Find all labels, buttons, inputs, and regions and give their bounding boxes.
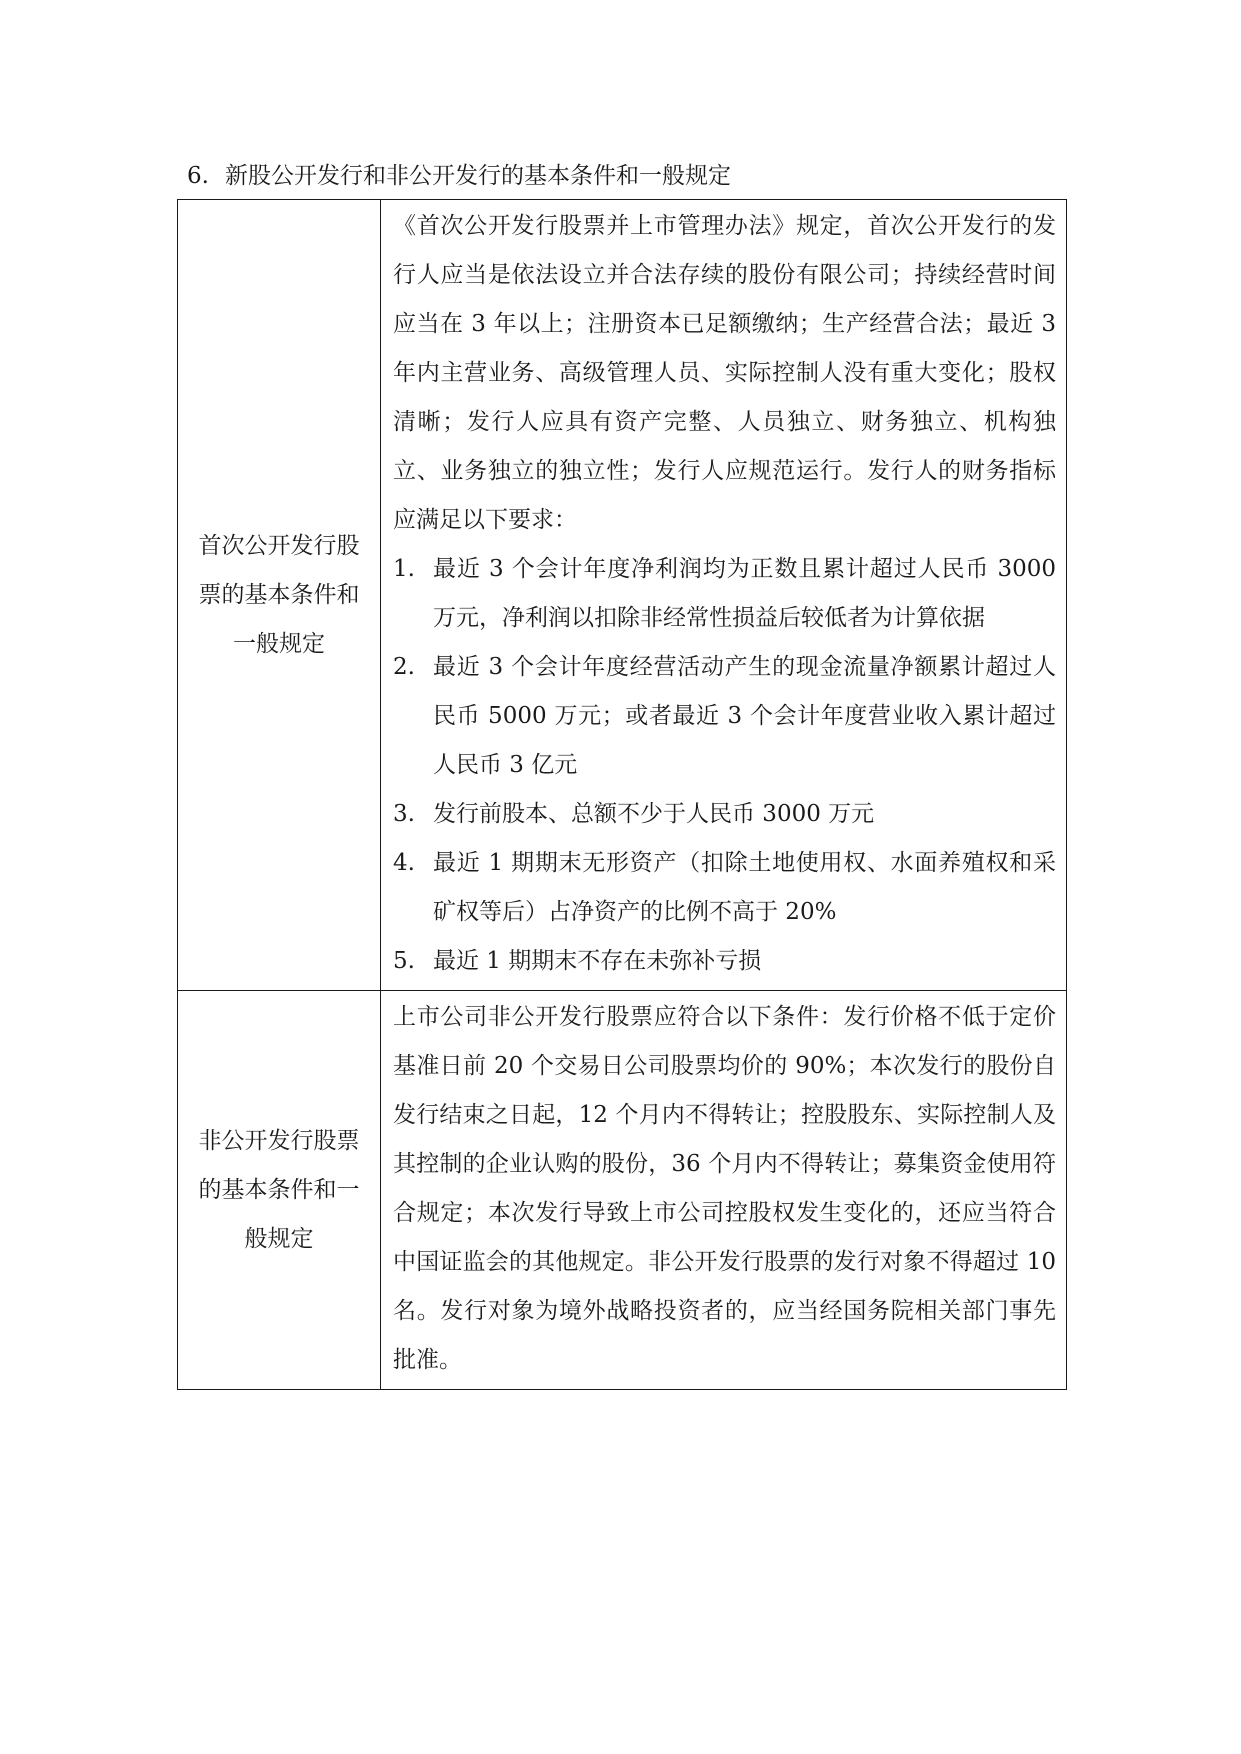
requirements-list bbox=[393, 545, 1056, 986]
table-row bbox=[178, 991, 1067, 1390]
list-item-text: 最近 1 期期末不存在未弥补亏损 bbox=[433, 948, 762, 974]
list-item-number: 1. bbox=[393, 556, 415, 582]
list-item bbox=[393, 643, 1056, 790]
row-label: 非公开发行股票的基本条件和一般规定 bbox=[198, 1127, 360, 1252]
section-title: 新股公开发行和非公开发行的基本条件和一般规定 bbox=[225, 163, 731, 189]
row-label-cell bbox=[178, 991, 381, 1390]
list-item-number: 2. bbox=[393, 654, 415, 680]
row-label-cell bbox=[178, 200, 381, 991]
list-item-text: 最近 1 期期末无形资产（扣除土地使用权、水面养殖权和采矿权等后）占净资产的比例不高于 20% bbox=[433, 850, 1056, 925]
section-heading bbox=[187, 160, 731, 192]
list-item bbox=[393, 839, 1056, 937]
list-item-text: 最近 3 个会计年度经营活动产生的现金流量净额累计超过人民币 5000 万元；或者最近 3 个会计年度营业收入累计超过人民币 3 亿元 bbox=[433, 654, 1056, 778]
row-content-cell bbox=[381, 200, 1067, 991]
list-item-text: 最近 3 个会计年度净利润均为正数且累计超过人民币 3000 万元，净利润以扣除非经常性损益后较低者为计算依据 bbox=[433, 556, 1056, 631]
list-item-text: 发行前股本、总额不少于人民币 3000 万元 bbox=[433, 801, 875, 827]
row-intro-text: 《首次公开发行股票并上市管理办法》规定，首次公开发行的发行人应当是依法设立并合法存续的股份有限公司；持续经营时间应当在 3 年以上；注册资本已足额缴纳；生产经营合法；最近 3 年内主营业务、高级管理人员、实际控制人没有重大变化；股权清晰；发行人应具有资产完整、人员独立、财务独立、机构独立、业务独立的独立性；发行人应规范运行。发行人的财务指标应满足以下要求： bbox=[393, 213, 1056, 533]
row-content-cell bbox=[381, 991, 1067, 1390]
list-item bbox=[393, 545, 1056, 643]
section-number: 6. bbox=[187, 163, 209, 189]
list-item bbox=[393, 937, 1056, 986]
list-item-number: 5. bbox=[393, 948, 415, 974]
row-label: 首次公开发行股票的基本条件和一般规定 bbox=[198, 532, 360, 657]
row-intro-text: 上市公司非公开发行股票应符合以下条件：发行价格不低于定价基准日前 20 个交易日公司股票均价的 90%；本次发行的股份自发行结束之日起，12 个月内不得转让；控股股东、实际控制人及其控制的企业认购的股份，36 个月内不得转让；募集资金使用符合规定；本次发行导致上市公司控股权发生变化的，还应当符合中国证监会的其他规定。非公开发行股票的发行对象不得超过 10 名。发行对象为境外战略投资者的，应当经国务院相关部门事先批准。 bbox=[393, 1004, 1056, 1373]
list-item bbox=[393, 790, 1056, 839]
table-row bbox=[178, 200, 1067, 991]
list-item-number: 4. bbox=[393, 850, 415, 876]
conditions-table bbox=[177, 199, 1067, 1390]
list-item-number: 3. bbox=[393, 801, 415, 827]
